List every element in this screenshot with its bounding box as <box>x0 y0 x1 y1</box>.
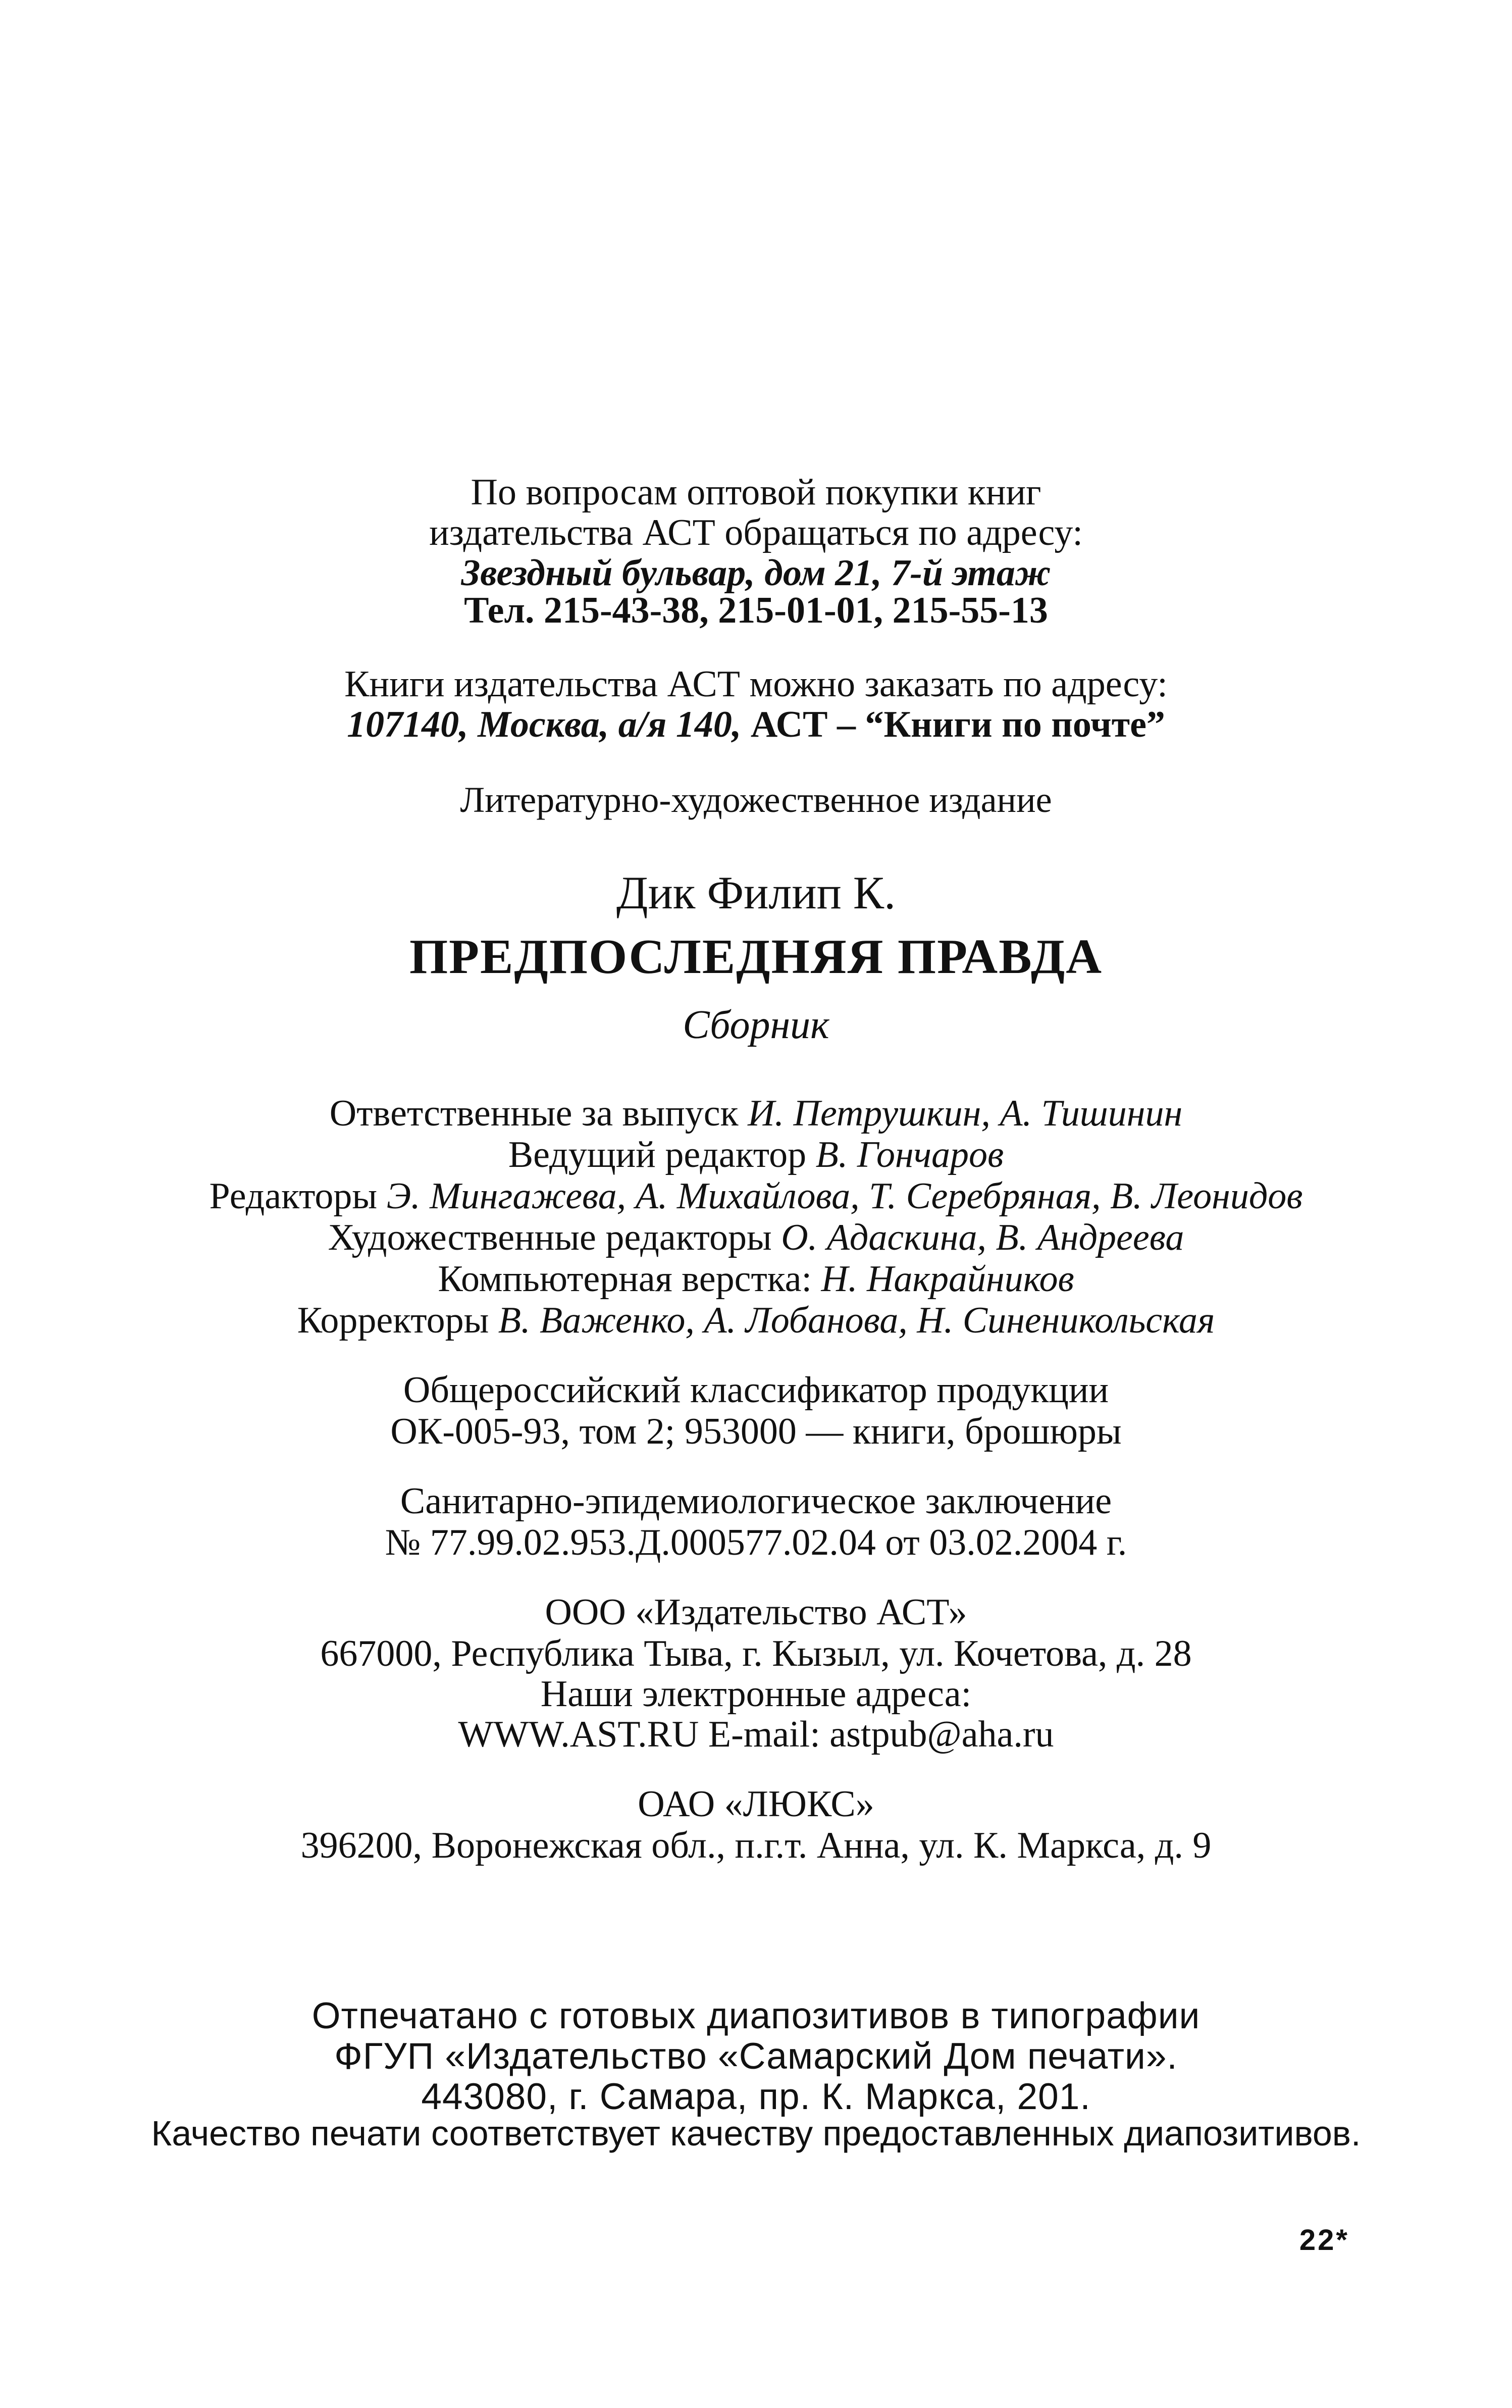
credit-role: Компьютерная верстка: <box>438 1258 821 1300</box>
printing-line-3: 443080, г. Самара, пр. К. Маркса, 201. <box>421 2076 1091 2117</box>
wholesale-phones: Тел. 215-43-38, 215-01-01, 215-55-13 <box>464 590 1048 631</box>
wholesale-line-2: издательства АСТ обращаться по адресу: <box>429 512 1083 553</box>
credit-line <box>0 1260 1512 1298</box>
credit-line <box>0 1136 1512 1173</box>
mail-order-address <box>0 706 1512 743</box>
page-number: 22* <box>1299 2224 1349 2257</box>
wholesale-line-1: По вопросам оптовой покупки книг <box>471 472 1041 513</box>
publisher-web: WWW.AST.RU E-mail: astpub@aha.ru <box>458 1714 1054 1755</box>
printer-name: ОАО «ЛЮКС» <box>638 1783 874 1825</box>
credit-names: И. Петрушкин, А. Тишинин <box>748 1093 1183 1134</box>
author: Дик Филип К. <box>616 867 896 918</box>
credit-names: В. Важенко, А. Лобанова, Н. Синеникольская <box>498 1300 1215 1341</box>
mail-order-address-italic: 107140, Москва, а/я 140, <box>347 704 742 745</box>
credit-names: О. Адаскина, В. Андреева <box>781 1217 1184 1258</box>
credit-line <box>0 1302 1512 1339</box>
credit-role: Ведущий редактор <box>508 1134 816 1175</box>
credit-names: Н. Накрайников <box>821 1258 1074 1300</box>
printing-line-1: Отпечатано с готовых диапозитивов в типографии <box>311 1995 1201 2036</box>
printer-address: 396200, Воронежская обл., п.г.т. Анна, ул. К. Маркса, д. 9 <box>300 1825 1212 1866</box>
credit-role: Корректоры <box>297 1300 498 1341</box>
credit-line <box>0 1177 1512 1215</box>
publisher-name: ООО «Издательство АСТ» <box>545 1592 967 1633</box>
printing-line-4: Качество печати соответствует качеству предоставленных диапозитивов. <box>151 2114 1361 2153</box>
wholesale-address: Звездный бульвар, дом 21, 7-й этаж <box>461 552 1051 594</box>
sanitary-line-2: № 77.99.02.953.Д.000577.02.04 от 03.02.2004 г. <box>385 1522 1127 1563</box>
book-subtitle: Сборник <box>683 1003 829 1047</box>
credit-role: Ответственные за выпуск <box>329 1093 748 1134</box>
credit-names: В. Гончаров <box>815 1134 1004 1175</box>
credit-role: Редакторы <box>209 1175 387 1217</box>
mail-order-line-1: Книги издательства АСТ можно заказать по адресу: <box>344 663 1168 705</box>
printing-line-2: ФГУП «Издательство «Самарский Дом печати». <box>334 2036 1178 2077</box>
credit-role: Художественные редакторы <box>328 1217 781 1258</box>
edition-type: Литературно-художественное издание <box>460 780 1052 820</box>
publisher-web-label: Наши электронные адреса: <box>540 1673 972 1715</box>
classifier-line-2: ОК-005-93, том 2; 953000 — книги, брошюры <box>390 1411 1122 1452</box>
book-title: ПРЕДПОСЛЕДНЯЯ ПРАВДА <box>409 930 1103 984</box>
credit-names: Э. Мингажева, А. Михайлова, Т. Серебряная, В. Леонидов <box>386 1175 1303 1217</box>
mail-order-address-rest: АСТ – “Книги по почте” <box>741 704 1165 745</box>
credit-line <box>0 1219 1512 1256</box>
classifier-line-1: Общероссийский классификатор продукции <box>403 1369 1109 1411</box>
publisher-address: 667000, Республика Тыва, г. Кызыл, ул. Кочетова, д. 28 <box>320 1633 1192 1674</box>
sanitary-line-1: Санитарно-эпидемиологическое заключение <box>400 1480 1112 1522</box>
credit-line <box>0 1095 1512 1132</box>
